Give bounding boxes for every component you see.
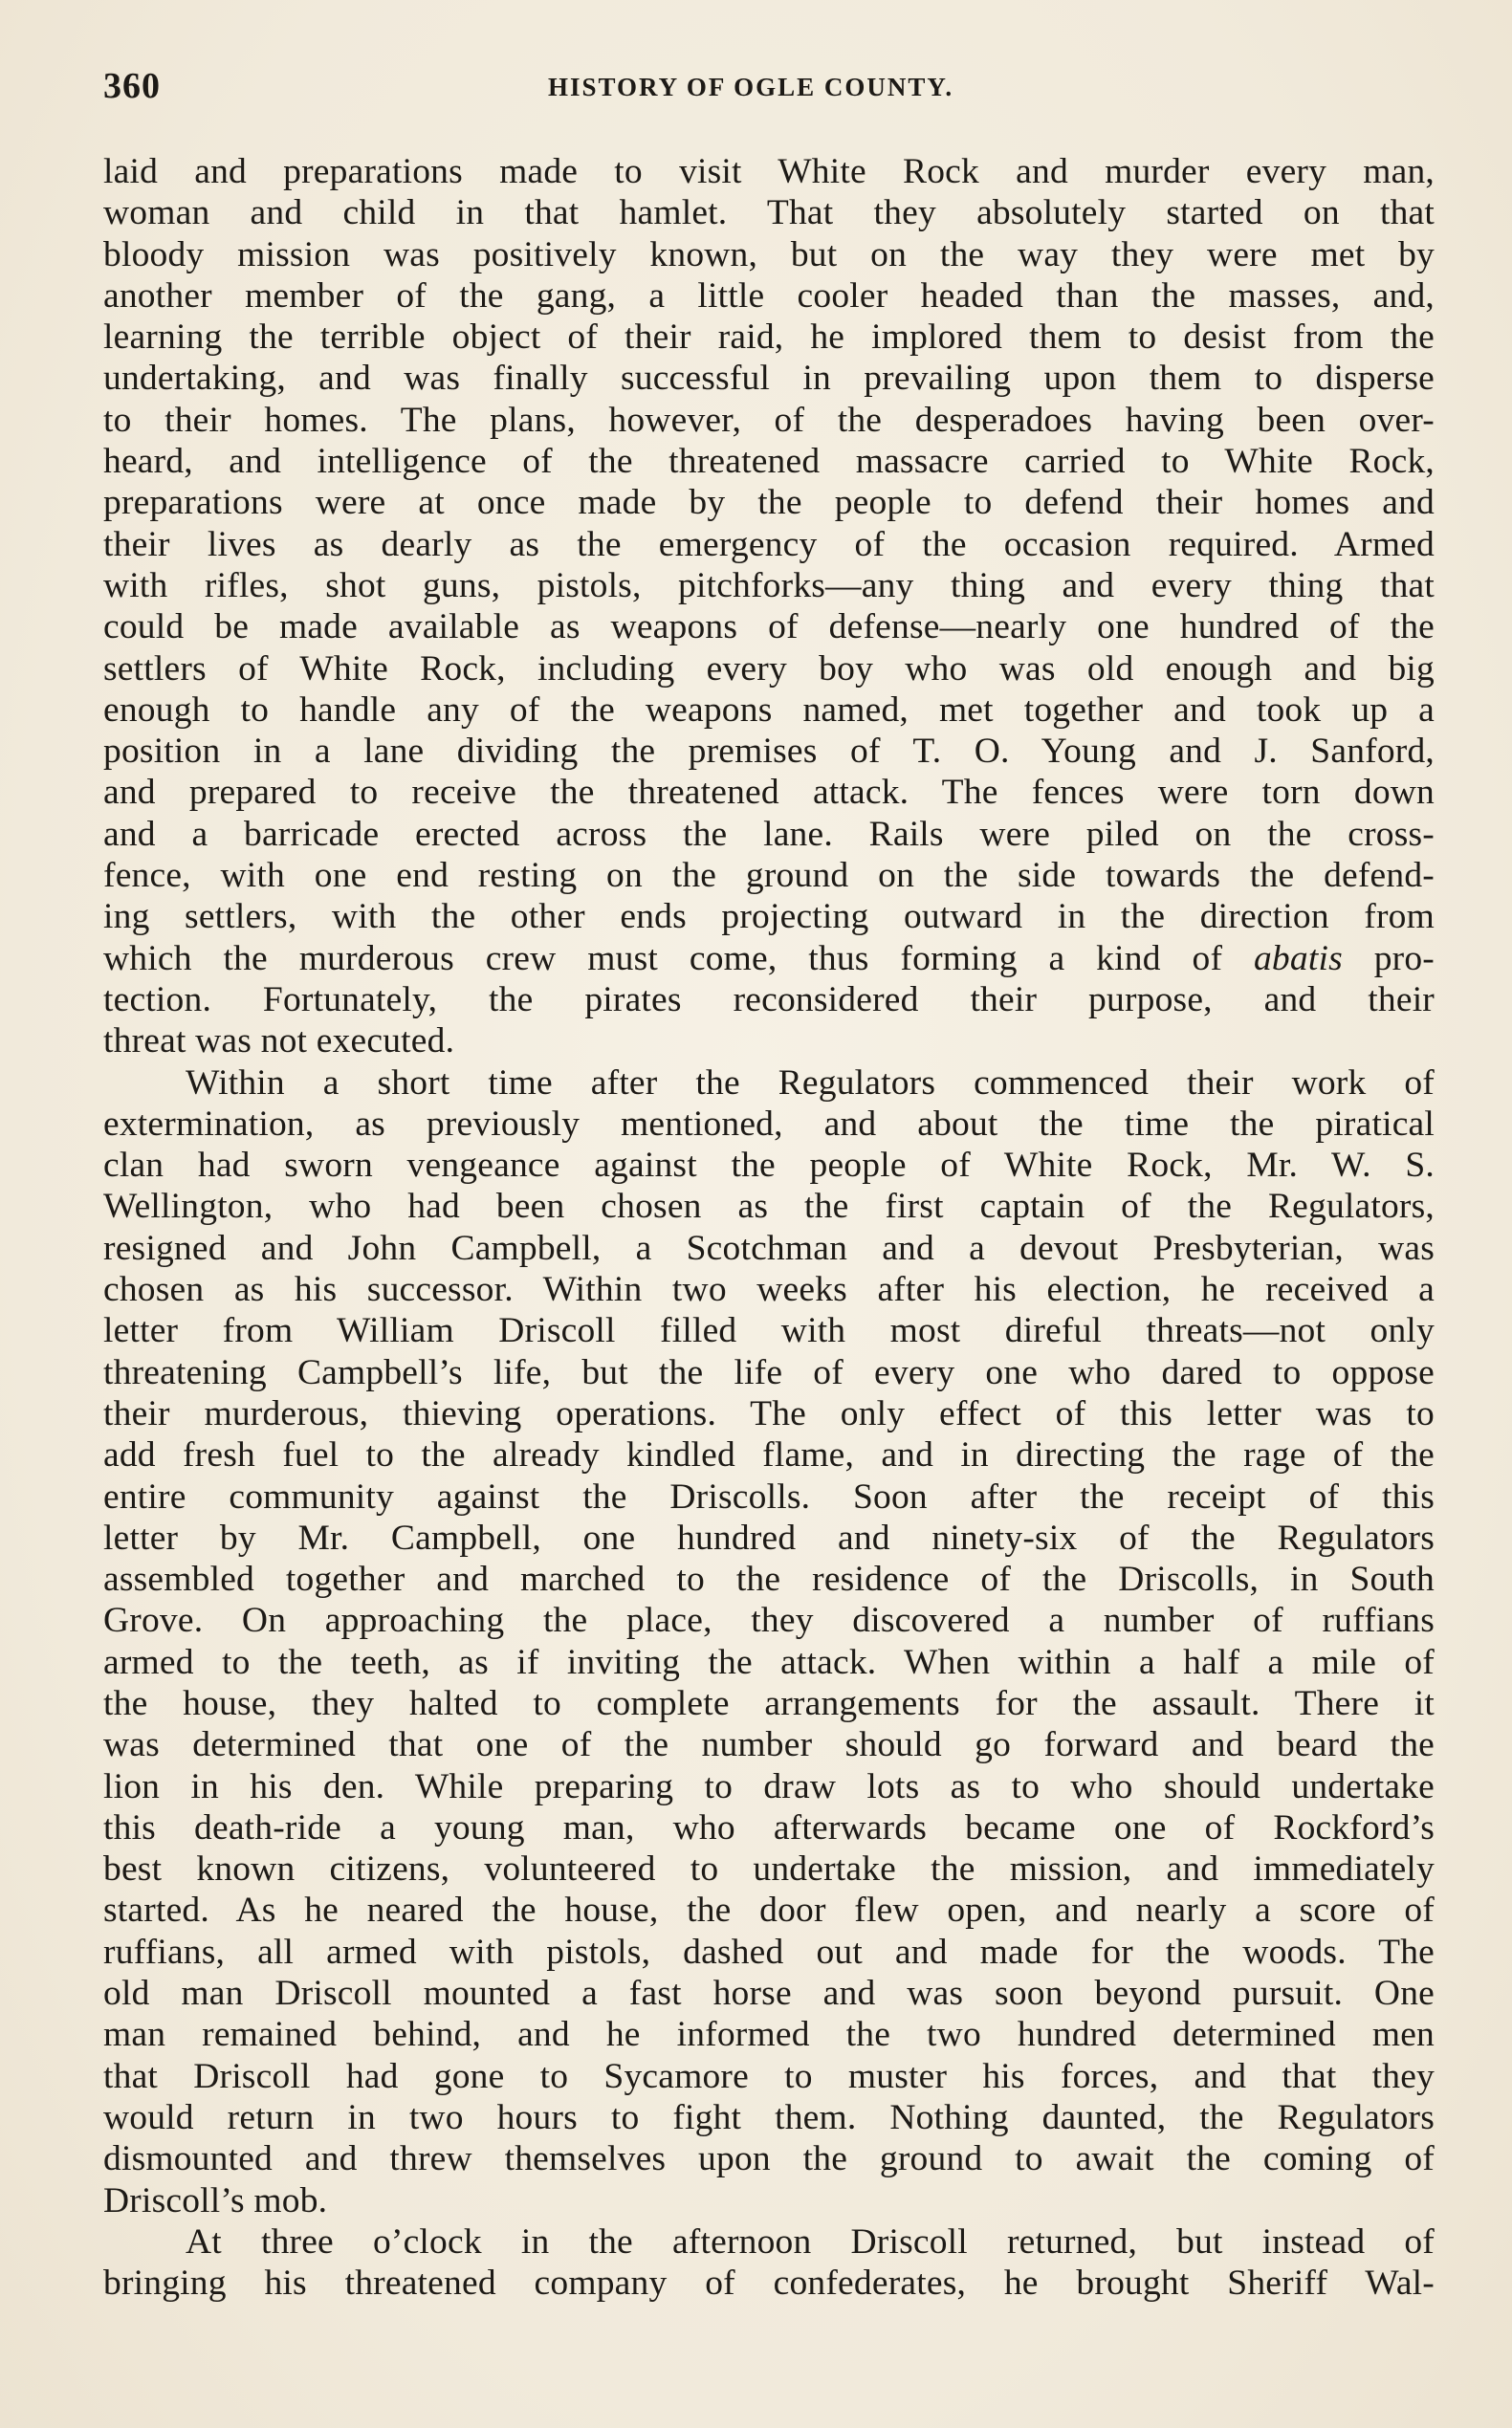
text-line: their lives as dearly as the emergency of the occasion required. Armed — [103, 524, 1435, 564]
text-line: the house, they halted to complete arrangements for the assault. There it — [103, 1683, 1435, 1723]
text-line: armed to the teeth, as if inviting the attack. When within a half a mile of — [103, 1642, 1435, 1682]
text-line: best known citizens, volunteered to undertake the mission, and immediately — [103, 1849, 1435, 1890]
text-line: bringing his threatened company of confederates, he brought Sheriff Wal- — [103, 2264, 1435, 2304]
text-line: another member of the gang, a little cooler headed than the masses, and, — [103, 275, 1435, 316]
text-line: old man Driscoll mounted a fast horse and was soon beyond pursuit. One — [103, 1974, 1435, 2014]
text-line: assembled together and marched to the residence of the Driscolls, in South — [103, 1560, 1435, 1600]
text-line: Wellington, who had been chosen as the first captain of the Regulators, — [103, 1187, 1435, 1227]
text-line: settlers of White Rock, including every boy who was old enough and big — [103, 648, 1435, 689]
page-header — [103, 65, 1442, 122]
text-line: letter from William Driscoll filled with most direful threats—not only — [103, 1311, 1435, 1351]
text-line: started. As he neared the house, the door flew open, and nearly a score of — [103, 1891, 1435, 1931]
text-line: lion in his den. While preparing to draw lots as to who should undertake — [103, 1766, 1435, 1806]
page-number: 360 — [103, 66, 161, 106]
text-line: threat was not executed. — [103, 1021, 455, 1061]
text-line: woman and child in that hamlet. That they absolutely started on that — [103, 193, 1435, 233]
text-line: heard, and intelligence of the threatened massacre carried to White Rock, — [103, 442, 1435, 482]
text-line: with rifles, shot guns, pistols, pitchforks—any thing and every thing that — [103, 565, 1435, 605]
text-line: and a barricade erected across the lane. Rails were piled on the cross- — [103, 814, 1435, 854]
text-line: would return in two hours to fight them. Nothing daunted, the Regulators — [103, 2097, 1435, 2137]
text-line: position in a lane dividing the premises of T. O. Young and J. Sanford, — [103, 732, 1435, 772]
text-line: fence, with one end resting on the ground on the side towards the defend- — [103, 856, 1435, 896]
body-text — [103, 151, 1435, 2304]
text-line: this death-ride a young man, who afterwards became one of Rockford’s — [103, 1807, 1435, 1848]
text-line: dismounted and threw themselves upon the ground to await the coming of — [103, 2139, 1435, 2179]
text-line: Grove. On approaching the place, they discovered a number of ruffians — [103, 1601, 1435, 1641]
text-line: and prepared to receive the threatened attack. The fences were torn down — [103, 773, 1435, 813]
text-line: Within a short time after the Regulators commenced their work of — [186, 1062, 1435, 1103]
text-line: ruffians, all armed with pistols, dashed out and made for the woods. The — [103, 1932, 1435, 1972]
text-line: could be made available as weapons of defense—nearly one hundred of the — [103, 607, 1435, 647]
text-line: enough to handle any of the weapons named, met together and took up a — [103, 689, 1435, 730]
text-line: which the murderous crew must come, thus forming a kind of abatis pro- — [103, 938, 1435, 978]
text-line: to their homes. The plans, however, of the desperadoes having been over- — [103, 400, 1435, 440]
text-line: Driscoll’s mob. — [103, 2180, 328, 2220]
text-line: their murderous, thieving operations. The only effect of this letter was to — [103, 1393, 1435, 1433]
text-line: ing settlers, with the other ends projecting outward in the direction from — [103, 897, 1435, 937]
text-line: extermination, as previously mentioned, and about the time the piratical — [103, 1104, 1435, 1144]
text-line: undertaking, and was finally successful in prevailing upon them to disperse — [103, 359, 1435, 399]
text-line: that Driscoll had gone to Sycamore to muster his forces, and that they — [103, 2056, 1435, 2096]
text-line: man remained behind, and he informed the two hundred determined men — [103, 2015, 1435, 2055]
text-line: learning the terrible object of their raid, he implored them to desist from the — [103, 317, 1435, 358]
text-line: entire community against the Driscolls. Soon after the receipt of this — [103, 1476, 1435, 1517]
text-line: resigned and John Campbell, a Scotchman and a devout Presbyterian, was — [103, 1228, 1435, 1268]
text-line: laid and preparations made to visit White Rock and murder every man, — [103, 152, 1435, 191]
text-line: At three o’clock in the afternoon Driscoll returned, but instead of — [186, 2221, 1435, 2262]
text-line: add fresh fuel to the already kindled flame, and in directing the rage of the — [103, 1435, 1435, 1476]
running-head: HISTORY OF OGLE COUNTY. — [548, 73, 954, 101]
italic-term: abatis — [1253, 938, 1343, 978]
text-line: threatening Campbell’s life, but the life of every one who dared to oppose — [103, 1352, 1435, 1392]
text-line: chosen as his successor. Within two weeks after his election, he received a — [103, 1270, 1435, 1310]
text-line: clan had sworn vengeance against the people of White Rock, Mr. W. S. — [103, 1146, 1435, 1186]
text-line: was determined that one of the number should go forward and beard the — [103, 1725, 1435, 1765]
text-line: bloody mission was positively known, but on the way they were met by — [103, 234, 1435, 274]
text-line: tection. Fortunately, the pirates reconsidered their purpose, and their — [103, 979, 1435, 1019]
text-line: preparations were at once made by the people to defend their homes and — [103, 483, 1435, 523]
text-line: letter by Mr. Campbell, one hundred and ninety-six of the Regulators — [103, 1518, 1435, 1558]
